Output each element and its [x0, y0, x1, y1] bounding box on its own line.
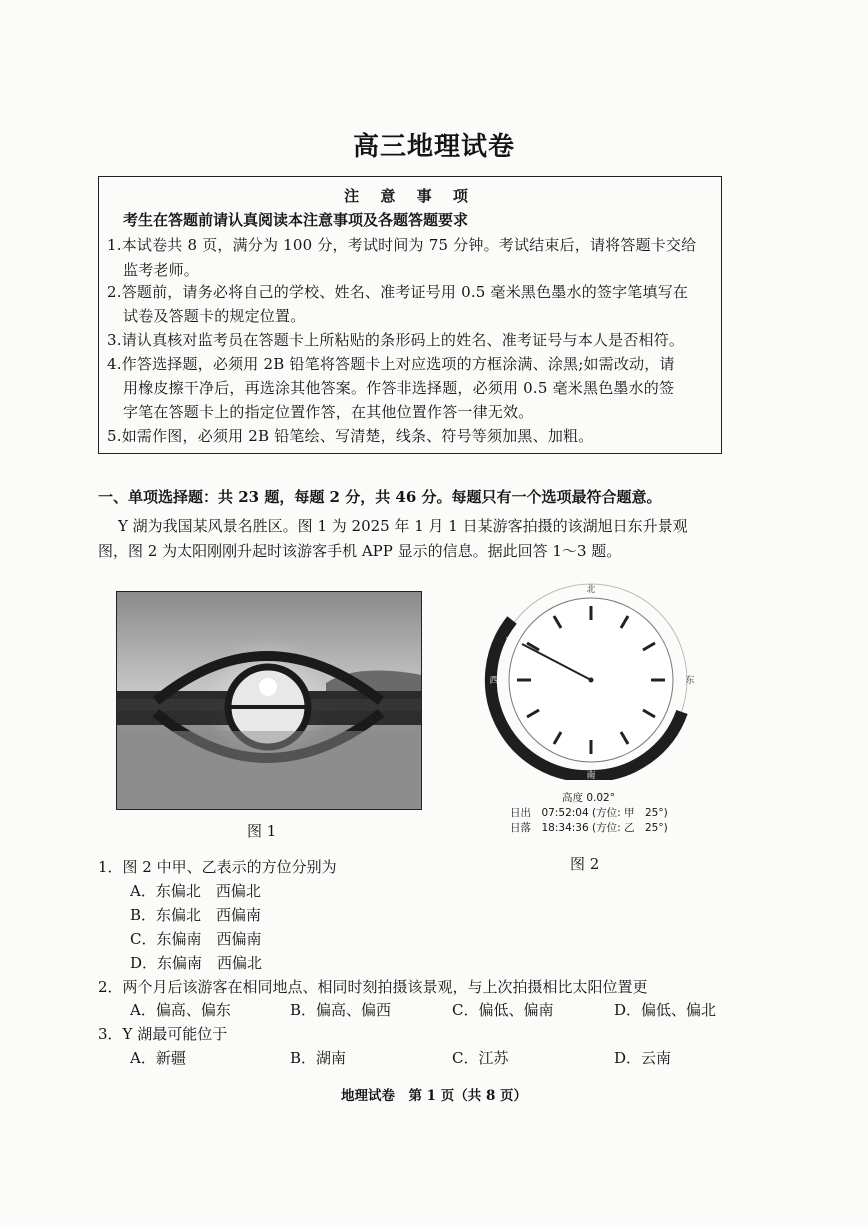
notice-line: 试卷及答题卡的规定位置。 [123, 307, 306, 325]
section-heading: 一、单项选择题：共 23 题，每题 2 分，共 46 分。每题只有一个选项最符合题意。 [98, 488, 662, 506]
figure1-photo [116, 591, 422, 810]
dial-label-west: 西 [489, 676, 499, 686]
question-2-option-a: A．偏高、偏东 [130, 1001, 231, 1019]
dial-label-jia: 甲 [505, 637, 515, 647]
figure2-compass [484, 580, 698, 780]
dial-label-south: 南 [586, 771, 596, 780]
notice-line: 2.答题前，请务必将自己的学校、姓名、准考证号用 0.5 毫米黑色墨水的签字笔填写在 [107, 283, 689, 301]
notice-line: 监考老师。 [123, 261, 200, 279]
dial-label-north: 北 [586, 585, 596, 595]
sun-altitude: 高度 0.02° [562, 792, 615, 804]
question-2-stem: 2．两个月后该游客在相同地点、相同时刻拍摄该景观，与上次拍摄相比太阳位置更 [98, 978, 648, 996]
question-3-option-a: A．新疆 [130, 1049, 186, 1067]
question-2-option-b: B．偏高、偏西 [290, 1001, 392, 1019]
question-1-option-a: A．东偏北 西偏北 [130, 882, 261, 900]
notice-line: 4.作答选择题，必须用 2B 铅笔将答题卡上对应选项的方框涂满、涂黑;如需改动，请 [107, 355, 675, 373]
question-2-option-d: D．偏低、偏北 [614, 1001, 717, 1019]
section-intro-line: Y 湖为我国某风景名胜区。图 1 为 2025 年 1 月 1 日某游客拍摄的该湖旭日东升景观 [118, 517, 688, 535]
sunrise-info: 日出 07:52:04 (方位: 甲 25°) [510, 807, 668, 819]
section-intro-line: 图，图 2 为太阳刚刚升起时该游客手机 APP 显示的信息。据此回答 1～3 题。 [98, 542, 622, 560]
notice-line: 1.本试卷共 8 页，满分为 100 分，考试时间为 75 分钟。考试结束后，请将答题卡交给 [107, 236, 697, 254]
notice-line: 5.如需作图，必须用 2B 铅笔绘、写清楚，线条、符号等须加黑、加粗。 [107, 427, 594, 445]
question-3-option-b: B．湖南 [290, 1049, 347, 1067]
question-1-option-b: B．东偏北 西偏南 [130, 906, 262, 924]
question-2-option-c: C．偏低、偏南 [452, 1001, 554, 1019]
notice-subheading: 考生在答题前请认真阅读本注意事项及各题答题要求 [123, 211, 469, 229]
question-1-option-c: C．东偏南 西偏南 [130, 930, 262, 948]
notice-line: 3.请认真核对监考员在答题卡上所粘贴的条形码上的姓名、准考证号与本人是否相符。 [107, 331, 685, 349]
figure2-caption: 图 2 [570, 855, 600, 873]
notice-heading: 注 意 事 项 [344, 187, 476, 205]
dial-label-east: 东 [685, 676, 695, 686]
notice-line: 字笔在答题卡上的指定位置作答，在其他位置作答一律无效。 [123, 403, 534, 421]
question-1-stem: 1．图 2 中甲、乙表示的方位分别为 [98, 858, 337, 876]
question-3-option-d: D．云南 [614, 1049, 672, 1067]
notice-box [98, 176, 722, 454]
question-3-stem: 3．Y 湖最可能位于 [98, 1025, 228, 1043]
page-title: 高三地理试卷 [352, 132, 515, 162]
sunset-info: 日落 18:34:36 (方位: 乙 25°) [510, 822, 668, 834]
question-1-option-d: D．东偏南 西偏北 [130, 954, 263, 972]
page-footer: 地理试卷 第 1 页（共 8 页） [340, 1088, 528, 1104]
figure1-caption: 图 1 [247, 822, 277, 840]
question-3-option-c: C．江苏 [452, 1049, 509, 1067]
notice-line: 用橡皮擦干净后，再选涂其他答案。作答非选择题，必须用 0.5 毫米黑色墨水的签 [123, 379, 675, 397]
